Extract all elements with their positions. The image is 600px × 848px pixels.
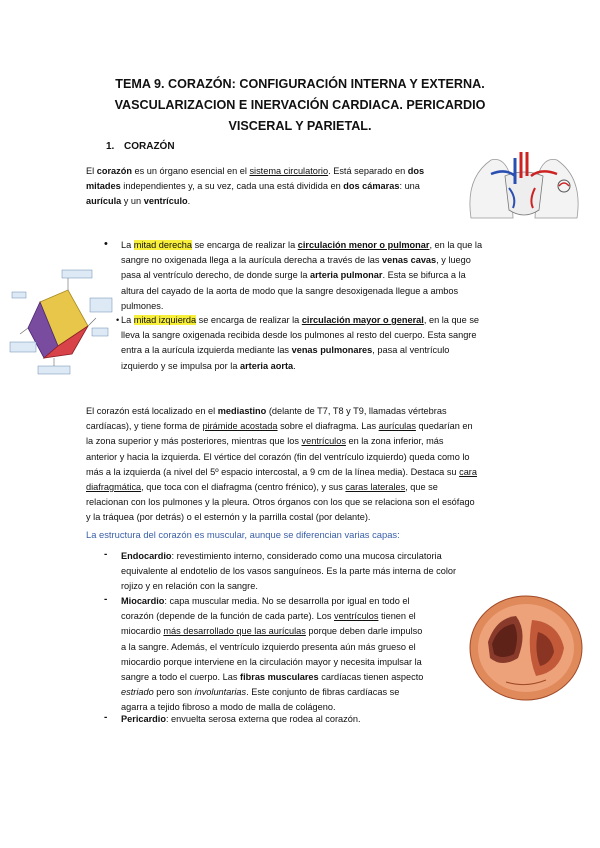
bullet-1-marker: • xyxy=(104,238,108,250)
pericardio-marker: - xyxy=(104,712,108,723)
page-title: TEMA 9. CORAZÓN: CONFIGURACIÓN INTERNA Y EXTERNA. VASCULARIZACION E INERVACIÓN CARDIACA. PERICARDIO VISCERAL Y PARIETAL. xyxy=(114,77,486,133)
section-number: 1. xyxy=(106,141,115,152)
endocardio-text: Endocardio: revestimiento interno, considerado como una mucosa circulatoria equivalente al endotelio de los vasos sanguíneos. Es la parte más interna de color rojizo y en relación con la sangre. xyxy=(121,551,457,592)
heart-pyramid-illustration xyxy=(8,268,116,376)
endocardio-marker: - xyxy=(104,549,108,560)
bullet-2-marker: • xyxy=(116,315,120,325)
heart-circulation-illustration xyxy=(461,148,587,226)
myocardium-section-illustration xyxy=(466,592,584,704)
miocardio-text: Miocardio: capa muscular media. No se desarrolla por igual en todo el corazón (depende de la función de cada parte). Los ventrículos tienen el miocardio más desarrollado que las aurículas porque deben darle impulso a la sangre. Además, el ventrículo izquierdo presenta aún más grueso el miocardio porque interviene en la circulación mayor y necesita impulsar la sangre a todo el cuerpo. Las fibras musculares cardíacas tienen aspecto estriado pero son involuntarias. Este conjunto de fibras cardíacas se agarra a tejido fibroso a modo de malla de colágeno. xyxy=(121,596,424,713)
intro-paragraph: El corazón es un órgano esencial en el sistema circulatorio. Está separado en dos mitades independientes y, a su vez, cada una está dividida en dos cámaras: una aurícula y un ventrículo. xyxy=(86,166,425,207)
structure-heading: La estructura del corazón es muscular, aunque se diferencian varias capas: xyxy=(86,529,400,540)
bullet-2-text: La mitad izquierda se encarga de realizar la circulación mayor o general, en la que se lleva la sangre oxigenada recibida desde los pulmones al resto del cuerpo. Esta sangre entra a la aurícula izquierda mediante las venas pulmonares, pasa al ventrículo izquierdo y se impulsa por la arteria aorta. xyxy=(121,315,480,371)
miocardio-marker: - xyxy=(104,594,108,605)
section-heading: CORAZÓN xyxy=(124,141,175,152)
bullet-1-text: La mitad derecha se encarga de realizar la circulación menor o pulmonar, en la que la sangre no oxigenada llega a la aurícula derecha a través de las venas cavas, y luego pasa al ventrículo derecho, de donde surge la arteria pulmonar. Esta se bifurca a la altura del cayado de la aorta de modo que la sangre desoxigenada llegue a ambos pulmones. xyxy=(121,240,483,311)
pericardio-text: Pericardio: envuelta serosa externa que rodea al corazón. xyxy=(121,714,361,724)
location-paragraph: El corazón está localizado en el mediastino (delante de T7, T8 y T9, llamadas vértebras cardíacas), y tiene forma de pirámide acostada sobre el diafragma. Las aurículas quedarían en la zona superior y más posteriores, mientras que los ventrículos en la zona inferior, más anterior y hacia la izquierda. El vértice del corazón (fin del ventrículo izquierdo) queda como lo más a la izquierda (a nivel del 5º espacio intercostal, a 9 cm de la línea media). Destaca su cara diafragmática, que toca con el diafragma (centro frénico), y sus caras laterales, que se relacionan con los pulmones y la pleura. Otros órganos con los que se relaciona son el esófago y la tráquea (por detrás) o el esternón y la parrilla costal (por delante). xyxy=(86,406,477,523)
